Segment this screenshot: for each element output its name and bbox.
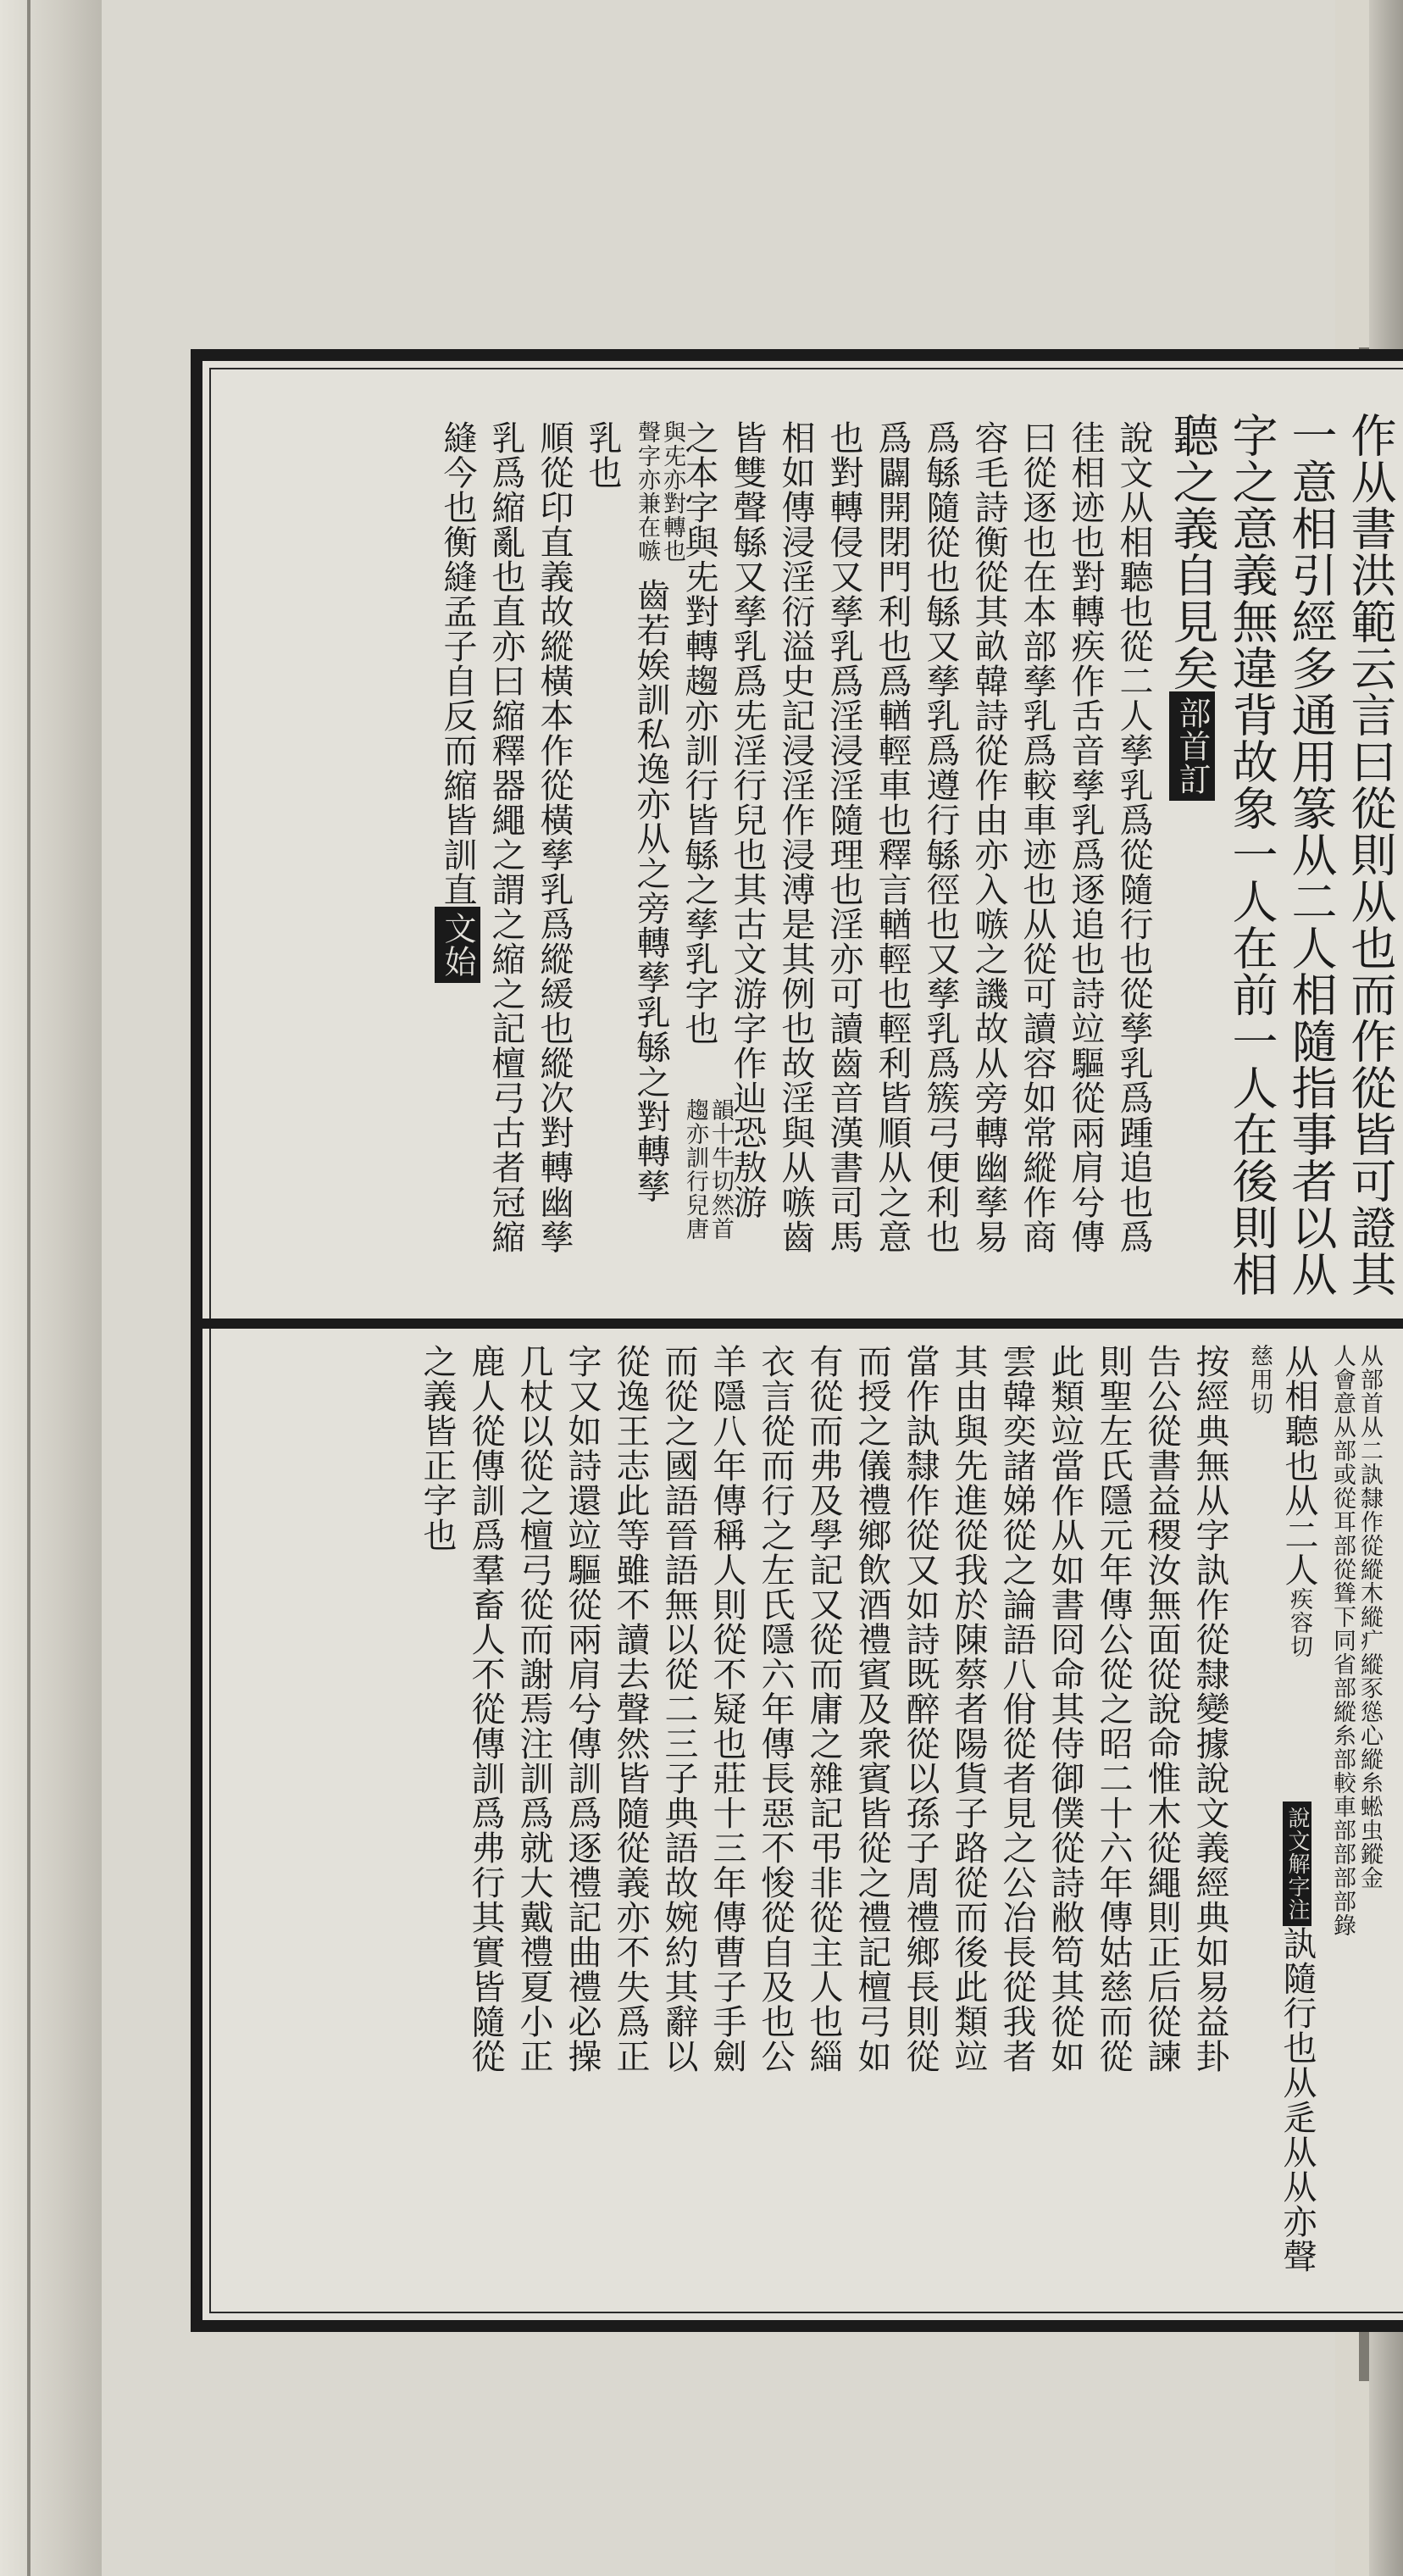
section-tag: 部首訂: [1169, 691, 1215, 801]
gloss-d2: 部縱糸: [1329, 1676, 1356, 1747]
gloss-d1: 縱疒: [1356, 1605, 1383, 1652]
main-text-col-4: [1163, 412, 1221, 801]
main-text-col-2: 一意相引經多通用篆从二人相隨指事者以从: [1284, 412, 1338, 1297]
main-text-col-4-text: 聽之義自見矣: [1166, 412, 1219, 691]
commentary-col-12: 乳也: [583, 420, 622, 490]
commentary-col-5: 爲緐隨從也緐又孳乳爲遵行緐徑也又孳乳爲簇弓便利也: [921, 420, 960, 1254]
commentary-col-3: 曰從逐也在本部孳乳爲較車迹也从從可讀容如常縱作商: [1018, 420, 1056, 1254]
lower-col-10: 衣言從而行之左氏隱六年傳長惡不悛從自及也公: [756, 1344, 795, 2074]
commentary-col-4: 容毛詩衡從其畝韓詩從作由亦入嗾之譏故从旁轉幽孳易: [969, 420, 1008, 1254]
lower-col-14: 字又如詩還竝驅從兩肩兮傳訓爲逐禮記曲禮必操: [563, 1344, 602, 2074]
commentary-col-6: 爲闢開閉門利也爲輶輕車也釋言輶輕也輕利皆順从之意: [873, 420, 912, 1254]
lower-col-15: 几杖以從之檀弓從而謝焉注訓爲就大戴禮夏小正: [514, 1344, 553, 2074]
gloss-c1: 縱木: [1356, 1557, 1383, 1605]
commentary-col-9: 皆雙聲緐又孳乳爲兂淫行兒也其古文游字作辿恐敖游: [728, 420, 767, 1219]
lower-col-7: 當作訙隸作從又如詩既醉從以孫子周禮鄉長則從: [901, 1344, 940, 2074]
gloss-h1: 蜙虫: [1356, 1795, 1383, 1842]
commentary-col-2: 徍相迹也對轉疾作舌音孳乳爲逐追也詩竝驅從兩肩兮傳: [1066, 420, 1105, 1254]
phonetic-col-2: 慈用切: [1246, 1344, 1273, 1415]
gloss-b2: 或從耳部從: [1329, 1463, 1356, 1581]
phonetic-reading-1: 疾容切: [1286, 1587, 1312, 1658]
lower-col-12: 而從之國語晉語無以從二三子典語故婉約其辭以: [659, 1344, 698, 2074]
commentary-col-13: 順從印直義故縱橫本作從橫孳乳爲縱緩也縱次對轉幽孳: [535, 420, 574, 1254]
gloss-f2: 部: [1329, 1818, 1356, 1842]
main-text-col-3: 字之意義無違背故象一人在前一人在後則相: [1225, 412, 1278, 1297]
phonetic-text-3: 訙隨行也从辵从从亦聲: [1278, 1926, 1317, 2273]
gloss-a1: 从部首从二: [1356, 1344, 1383, 1463]
text-frame: [191, 349, 1403, 2332]
small-gloss-col-10b: 韻十牛切然首: [707, 1098, 734, 1241]
gloss-e1: 縱豕: [1356, 1652, 1383, 1700]
gloss-g2: 部: [1329, 1842, 1356, 1866]
book-page: [102, 0, 1397, 2576]
source-tag: 文始: [435, 907, 480, 983]
gloss-col-1: [1356, 1344, 1382, 1890]
gloss-a2: 人會意从部: [1329, 1344, 1356, 1463]
commentary-col-7: 也對轉侵又孳乳爲淫浸淫隨理也淫亦可讀齒音漢書司馬: [824, 420, 863, 1254]
commentary-col-8: 相如傳浸淫衍溢史記浸淫作浸溥是其例也故淫與从嗾齒: [776, 420, 815, 1254]
lower-col-13: 從逸王志此等雖不讀去聲然皆隨從義亦不失爲正: [611, 1344, 650, 2074]
gloss-j: 錄: [1329, 1913, 1356, 1937]
lower-col-9: 有從而弗及學記又從而庸之雜記弔非從主人也緇: [804, 1344, 843, 2074]
main-text-col-1: 作从書洪範云言曰從則从也而作從皆可證其: [1344, 412, 1397, 1297]
gloss-c2: 聳下同省: [1329, 1581, 1356, 1676]
commentary-col-1: 說文从相聽也從二人孳乳爲從隨行也從孳乳爲踵追也爲: [1114, 420, 1153, 1254]
book-spine: [0, 0, 102, 2576]
lower-col-16: 鹿人從傳訓爲羣畜人不從傳訓爲弗行其實皆隨從: [466, 1344, 505, 2074]
phonetic-text-1: 从相聽也从二人: [1279, 1344, 1318, 1587]
lower-col-17: 之義皆正字也: [418, 1344, 457, 1552]
small-gloss-col-11a: 聲字亦兼在嗾: [634, 420, 660, 563]
lower-col-6: 其由與先進從我於陳蔡者陽貨子路從而後此類竝: [949, 1344, 988, 2074]
gloss-g1: 縱糸: [1356, 1747, 1383, 1795]
gloss-i2: 部: [1329, 1890, 1356, 1913]
lower-col-2: 告公從書益稷汝無面從說命惟木從繩則正后從諫: [1142, 1344, 1181, 2074]
phonetic-tag: 說文解字注: [1283, 1802, 1312, 1926]
commentary-col-15-text: 縫今也衡縫孟子自反而縮皆訓直: [438, 420, 477, 907]
gloss-e2: 部較車: [1329, 1747, 1356, 1818]
phonetic-col-1: [1275, 1344, 1323, 1658]
small-gloss-col-11b: 與兂亦對轉也: [659, 420, 685, 563]
lower-col-8: 而授之儀禮鄉飲酒禮賓及衆賓皆從之禮記檀弓如: [852, 1344, 891, 2074]
section-divider: [202, 1319, 1403, 1329]
spine-line: [27, 0, 30, 2576]
gloss-h2: 部: [1329, 1866, 1356, 1890]
commentary-col-11: 齒若娭訓私逸亦从之旁轉孳乳緐之對轉孳: [631, 578, 670, 1203]
gloss-col-2: [1329, 1344, 1355, 1937]
commentary-col-15: [434, 420, 481, 983]
commentary-col-14: 乳爲縮亂也直亦曰縮釋器繩之謂之縮之記檀弓古者冠縮: [486, 420, 525, 1254]
lower-col-5: 雲韓奕諸娣從之論語八佾從者見之公冶長從我者: [997, 1344, 1036, 2074]
commentary-col-10: 之本字與兂對轉趨亦訓行皆緐之孳乳字也: [679, 420, 718, 1046]
lower-col-11: 羊隱八年傳稱人則從不疑也莊十三年傳曹子手劍: [707, 1344, 746, 2074]
phonetic-col-3: [1273, 1802, 1321, 2273]
lower-col-3: 則聖左氏隱元年傳公從之昭二十六年傳姑慈而從: [1094, 1344, 1133, 2074]
gloss-f1: 慫心: [1356, 1700, 1383, 1747]
small-gloss-col-10a: 趨亦訓行兒唐: [682, 1098, 708, 1241]
gloss-b1: 訙隸作從: [1356, 1463, 1383, 1557]
lower-col-1: 按經典無从字訙作從隸變據說文義經典如易益卦: [1190, 1344, 1229, 2074]
lower-col-4: 此類竝當作从如書冏命其侍御僕從詩敝笱其從如: [1045, 1344, 1084, 2074]
gloss-i1: 鏦金: [1356, 1842, 1383, 1890]
